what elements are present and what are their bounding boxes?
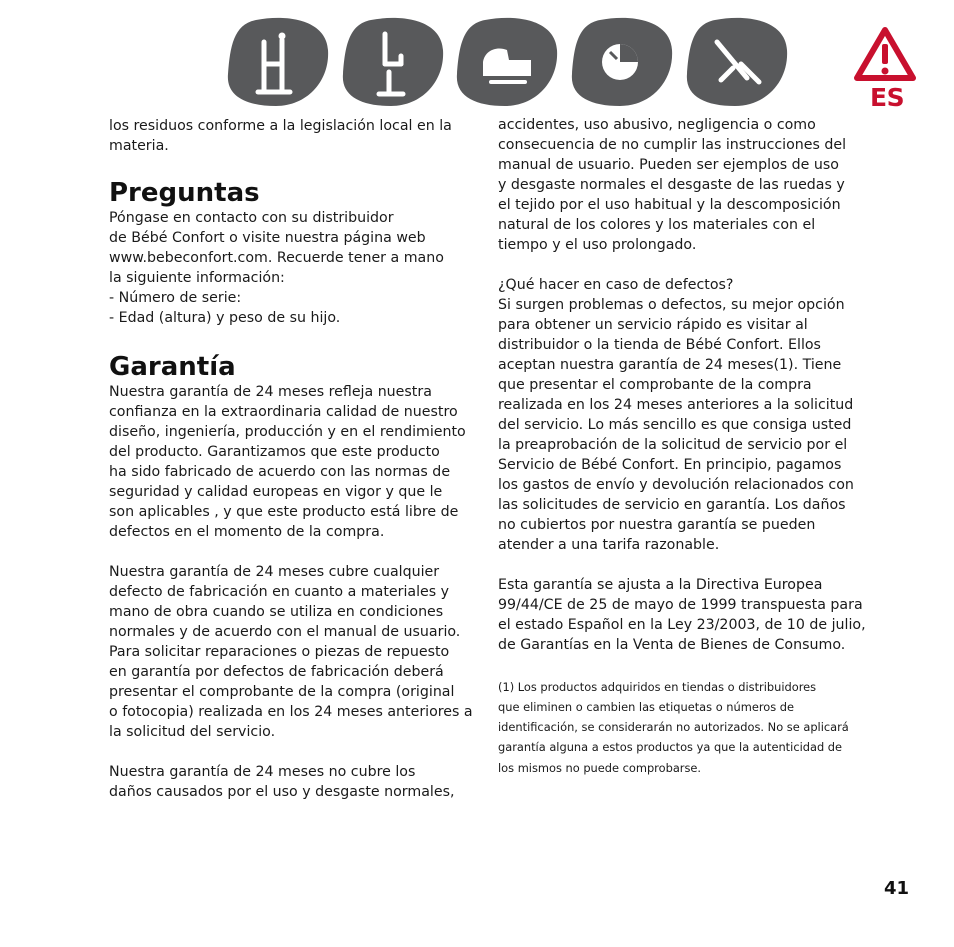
age-clock-icon [570,16,674,108]
text-line: la solicitud del servicio. [109,724,276,740]
fold-icon [685,16,789,108]
text-line: los residuos conforme a la legislación local en la [109,118,452,134]
footnote-line: garantía alguna a estos productos ya que la autenticidad de [498,740,843,754]
text-line: atender a una tarifa razonable. [498,537,720,553]
footnote-line: los mismos no puede comprobarse. [498,761,702,775]
text-line: distribuidor o la tienda de Bébé Confort. Ellos [498,337,821,353]
text-line: confianza en la extraordinaria calidad de nuestro [109,404,458,420]
seat-upright-icon [226,16,330,108]
text-line: son aplicables , y que este producto está libre de [109,504,459,520]
seat-reclined-icon [341,16,445,108]
section-title-garantia: Garantía [109,352,236,382]
text-line: - Edad (altura) y peso de su hijo. [109,310,341,326]
text-line: normales y de acuerdo con el manual de usuario. [109,624,461,640]
text-line: Nuestra garantía de 24 meses refleja nuestra [109,384,432,400]
text-line: materia. [109,138,169,154]
text-line: aceptan nuestra garantía de 24 meses(1). Tiene [498,357,842,373]
text-line: del producto. Garantizamos que este producto [109,444,440,460]
text-line: la preaprobación de la solicitud de servicio por el [498,437,848,453]
subheading-defectos: ¿Qué hacer en caso de defectos? [498,277,734,293]
text-line: el tejido por el uso habitual y la descomposición [498,197,841,213]
text-line: Nuestra garantía de 24 meses cubre cualquier [109,564,440,580]
text-line: o fotocopia) realizada en los 24 meses anteriores a [109,704,473,720]
text-line: Si surgen problemas o defectos, su mejor opción [498,297,845,313]
text-line: 99/44/CE de 25 de mayo de 1999 transpuesta para [498,597,863,613]
text-line: los gastos de envío y devolución relacionados con [498,477,854,493]
text-line: natural de los colores y los materiales con el [498,217,816,233]
text-line: ha sido fabricado de acuerdo con las normas de [109,464,451,480]
warning-triangle-icon [853,26,917,82]
text-line: www.bebeconfort.com. Recuerde tener a mano [109,250,444,266]
icon-strip [0,0,954,115]
page-number: 41 [884,878,910,899]
text-line: Póngase en contacto con su distribuidor [109,210,394,226]
text-line: y desgaste normales el desgaste de las ruedas y [498,177,845,193]
text-line: de Bébé Confort o visite nuestra página web [109,230,426,246]
text-line: manual de usuario. Pueden ser ejemplos de uso [498,157,839,173]
text-line: Para solicitar reparaciones o piezas de repuesto [109,644,450,660]
text-line: seguridad y calidad europeas en vigor y que le [109,484,443,500]
text-line: para obtener un servicio rápido es visitar al [498,317,808,333]
text-line: Servicio de Bébé Confort. En principio, pagamos [498,457,842,473]
text-line: daños causados por el uso y desgaste normales, [109,784,455,800]
text-line: de Garantías en la Venta de Bienes de Consumo. [498,637,846,653]
text-line: mano de obra cuando se utiliza en condiciones [109,604,444,620]
text-line: realizada en los 24 meses anteriores a la solicitud [498,397,854,413]
text-line: el estado Español en la Ley 23/2003, de 10 de julio, [498,617,866,633]
footnote-line: que eliminen o cambien las etiquetas o números de [498,700,795,714]
text-line: - Número de serie: [109,290,242,306]
text-line: Esta garantía se ajusta a la Directiva Europea [498,577,823,593]
text-line: no cubiertos por nuestra garantía se pueden [498,517,816,533]
language-code: ES [870,83,905,112]
text-line: consecuencia de no cumplir las instrucciones del [498,137,847,153]
text-line: defectos en el momento de la compra. [109,524,385,540]
footnote-line: (1) Los productos adquiridos en tiendas o distribuidores [498,680,817,694]
section-title-preguntas: Preguntas [109,178,260,208]
text-line: accidentes, uso abusivo, negligencia o como [498,117,816,133]
text-line: del servicio. Lo más sencillo es que consiga usted [498,417,852,433]
text-line: tiempo y el uso prolongado. [498,237,697,253]
text-line: defecto de fabricación en cuanto a materiales y [109,584,450,600]
text-line: diseño, ingeniería, producción y en el rendimiento [109,424,466,440]
text-line: presentar el comprobante de la compra (original [109,684,455,700]
text-line: las solicitudes de servicio en garantía. Los daños [498,497,846,513]
text-line: que presentar el comprobante de la compra [498,377,812,393]
text-line: en garantía por defectos de fabricación deberá [109,664,444,680]
carrycot-icon [455,16,559,108]
footnote-line: identificación, se considerarán no autorizados. No se aplicará [498,720,849,734]
text-line: la siguiente información: [109,270,285,286]
text-line: Nuestra garantía de 24 meses no cubre los [109,764,416,780]
